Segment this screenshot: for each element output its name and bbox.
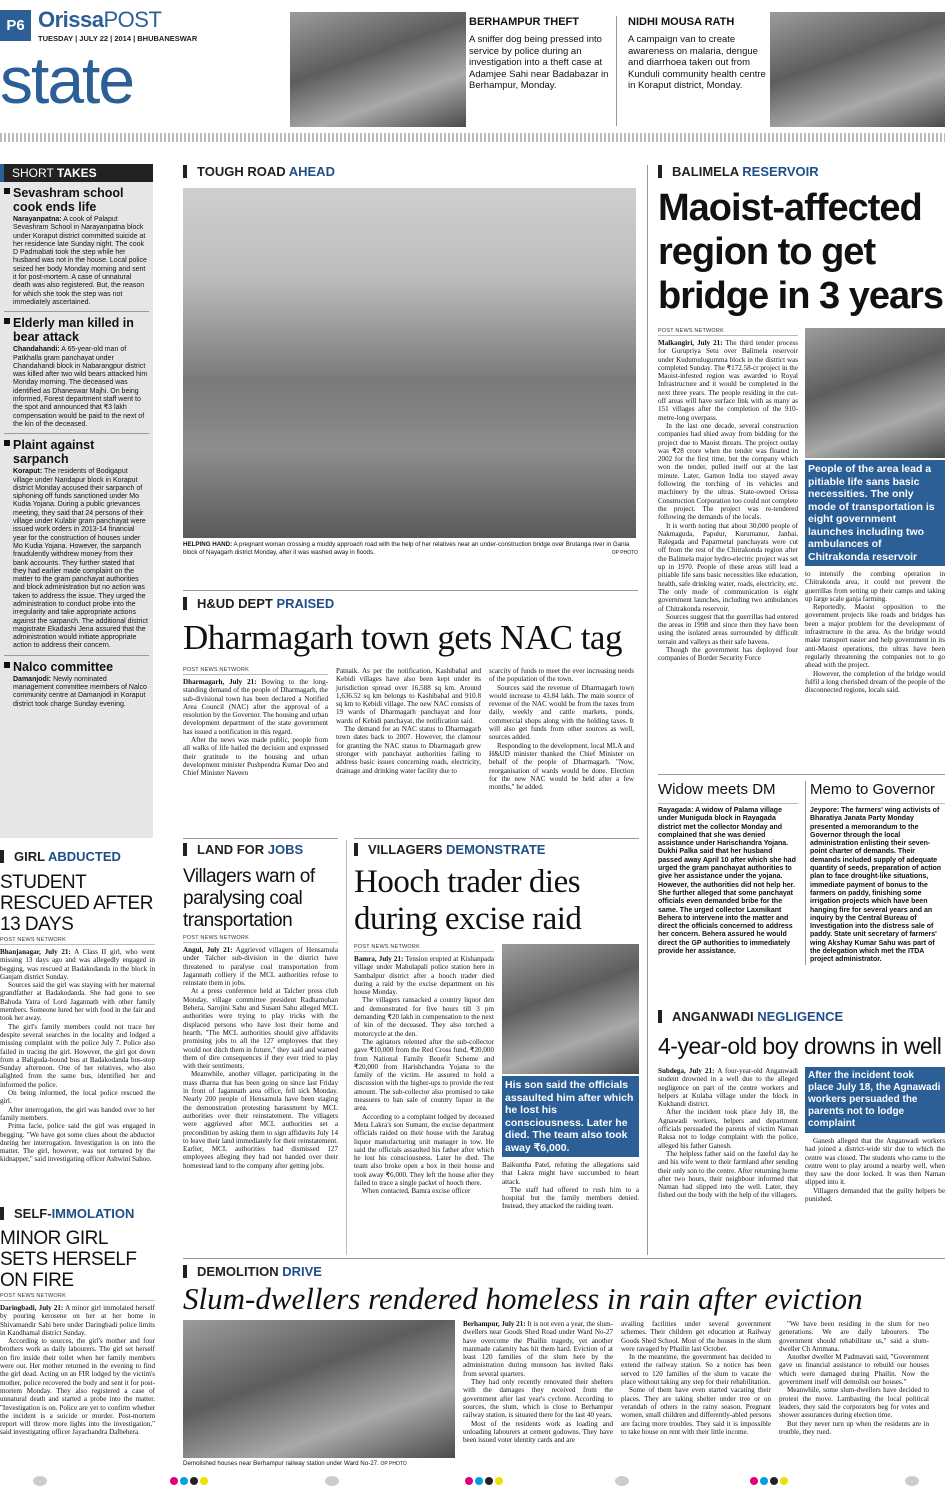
registration-marks [0, 1470, 945, 1491]
headline: Memo to Governor [810, 781, 936, 798]
teaser-theft: BERHAMPUR THEFT A sniffer dog being pressed into service by police during an investigation into a theft case at Adamjee Sahi near Badabazar in Berhampur, Monday. [469, 16, 609, 91]
kicker: TOUGH ROAD AHEAD [183, 165, 638, 178]
story-body-col2: to intensify the combing operation in Chitrakonda area, it could not prevent the guerrillas from setting up their camps and taking up large scale ganja farming. Reportedly, Maoist opposition to the government projects like roads and bridges has been a major problem for the development of infrastructure in the area. As the bridge would make transport easier and help government in its anti-Maoist operations, the ultras have been regularly threatening the companies not to go ahead with the project. However, the completion of the bridge would fulfil a long cherished dream of the people of the disconnected regions, locals said. [805, 570, 945, 695]
pull-quote: After the incident took place July 18, the Agnawadi workers persuaded the parents not to lodge complaint [805, 1067, 945, 1133]
short-take-body: Damanjodi: Newly nominated management committee members of Nalco community centre at Damanjodi in Koraput district took charge Sunday evening. [13, 675, 147, 708]
teaser-divider [616, 16, 617, 126]
story-slum [183, 1258, 945, 1467]
photo-demolished-houses [183, 1320, 455, 1458]
short-take-title: Elderly man killed in bear attack [4, 316, 149, 344]
headline: Widow meets DM [658, 781, 776, 798]
story-anganwadi [658, 1010, 945, 1255]
short-take-title: Sevashram school cook ends life [4, 186, 149, 214]
headline: Dharmagarh town gets NAC tag [183, 618, 622, 657]
masthead [0, 6, 290, 126]
story-tough-road [183, 165, 638, 575]
byline: POST NEWS NETWORK [183, 935, 338, 943]
story-body: Dharmagarh, July 21: Bowing to the long-standing demand of the people of Dharmagarh, the sub-divisional town has been declared a Notified Area Council (NAC) after the approval of a resolution by the Governor. The housing and urban development department of the state government has issued a notification in this regard. After the news was made public, people from all walks of life hailed the decision and expressed their gratitude to the housing and urban development minister Pushpendra Kumar Deo and Chief Minister Naveen [183, 678, 328, 778]
briefs-row [658, 774, 945, 999]
photo-caption: Demolished houses near Berhampur railway station under Ward No-27. OP PHOTO [183, 1460, 407, 1467]
story-body: Angul, July 21: Aggrieved villagers of Hensamula under Talcher sub-division in the district have threatened to paralyse coal transportation from Jagannath colliery if the MCL authorities refuse to reinstate them in jobs. At a press conference held at Talcher press club Monday, village committee president Radhamohan Behera, Sarojini Sahu and Susant Sahu alleged MCL authorities were trying to play tricks with the displaced persons who have lost their home and hearth. "The MCL authorities should give affidavits promising jobs to all the 127 employees that they would not ditch them in future," they said and warned them of dire consequences if they ever tried to play with their sentiments. Meanwhile, another villager, participating in the mass dharna that has been going on since last Friday in front of Jagannath area office, fell sick Monday. Nearly 200 people of Hensamula have been staging the demonstration protesting harassment by MCL authorities over their reinstatement. The villagers were aggrieved after MCL authorities set a precondition by asking them to sign affidavits July 14 to leave their land immediately for their reinstatement. Earlier, MCL authorities had dismissed 127 employees alleging they had not handed over their homestead land to the company after getting jobs. [183, 946, 338, 1170]
byline: POST NEWS NETWORK [0, 1293, 155, 1301]
story-coal [183, 838, 338, 1256]
kicker: DEMOLITION DRIVE [183, 1265, 945, 1278]
headline: Maoist-affected region to get bridge in 3 years [658, 187, 944, 317]
byline: POST NEWS NETWORK [354, 944, 494, 952]
section-title: state [0, 43, 134, 117]
story-body: Berhampur, July 21: It is not even a year, the slum-dwellers near Goods Shed Road under Ward No-27 have overcome the Phailin tragedy, yet another manmade calamity has hit them hard. Eviction of at least 120 families of the slum here by the administration during monsoon has invited flaks from several quarters. They had only recently renovated their shelters with the damages they received from the government after last year's cyclone. According to sources, the slum, which is close to Berhampur railway station, is situated there for the last 40 years. Most of the residents work as loading and unloading labourers at cement godowns. They have been issued voter identity cards and are [463, 1320, 613, 1445]
short-takes [0, 164, 153, 838]
masthead-rule [0, 133, 945, 142]
story-hooch [354, 838, 639, 1256]
teaser-photo-campaign [770, 12, 945, 127]
short-take-title: Nalco committee [4, 660, 149, 674]
story-body-col2: Ganesh alleged that the Anganwadi workers had joined a district-wide stir due to which the centre was closed. The students who came to the centre went to play around a nearby well, when they saw the door locked. It was then Naman slipped into it. Villagers demanded that the guilty helpers be punished. [805, 1137, 945, 1204]
page-number: P6 [0, 10, 31, 41]
story-body-col3: scarcity of funds to meet the ever increasing needs of the population of the town. Sources said the revenue of Dharmagarh town would increase to 43.84 lakh. The main source of revenue of the NAC would be from the taxes from daily, weekly and cattle markets, ponds, commercial shops along with the holding taxes. It will also get funds from other sources as well, sources added. Responding to the development, local MLA and H&UD minister thanked the Chief Minister on behalf of the people of Dharmagarh. "Now, reorganisation of wards would be done. Election for the new NAC would be held after a few months," he added. [489, 667, 634, 792]
kicker: ANGANWADI NEGLIGENCE [658, 1010, 945, 1023]
kicker: LAND FOR JOBS [183, 843, 338, 856]
teaser-photo-theft [290, 12, 466, 127]
date-line: TUESDAY | JULY 22 | 2014 | BHUBANESWAR [38, 34, 198, 43]
paper-logo: OrissaPOST [38, 7, 162, 32]
short-takes-kicker: SHORT TAKES [0, 164, 153, 182]
story-body-col3: "We have been residing in the slum for two generations. We are daily labourers. The government should rehabilitate us," said a slum-dweller Ch Ammana. Another dweller M Padmavati said, "Government gave us financial assistance to rebuild our houses which were damaged during Phailin. Now the government itself will demolish our houses." Meanwhile, some slum-dwellers have decided to protest the move. Lambasting the local political leaders, they said the corporators beg for votes and shower assurances during election time. But they never turn up when the residents are in trouble, they rued. [779, 1320, 929, 1436]
short-take-body: Koraput: The residents of Bodigaput village under Nandapur block in Koraput district Monday accused their sarpanch of siphoning off funds sanctioned under Mo Kudia Yojana. During a public grievances meeting, they said that 24 persons of their village under Kulabir gram panchayat were issued work orders in 2013-14 financial year for the construction of houses under Mo Kudia Yojana. However, the sarpanch fraudulently withdrew money from their bank accounts. They further stated that they had earlier made complaint on the matter to the gram panchayat authorities and block administration but no action was taken to address the issue. They urged the administration to conduct probe into the irregularity and take appropriate actions against the sarpanch. The additional district magistrate Ekadashi Jena assured that the administration would initiate appropriate action to address their concern. [13, 468, 148, 650]
byline: POST NEWS NETWORK [658, 328, 798, 336]
pull-quote: His son said the officials assaulted him after which he lost his consciousness. Later he died. The team also took away ₹6,000. [502, 1076, 639, 1157]
photo-caption: HELPING HAND: A pregnant woman crossing a muddy approach road with the help of her relatives near an under-construction bridge over Brutanga river in Gania block of Nayagarh district Monday, after it was washed away in floods. OP PHOTO [183, 541, 638, 556]
story-body-col2: Baikuntha Patel, refuting the allegations said that Lakra might have succumbed to heart attack. The staff had offered to rush him to a hospital but the family members denied. Instead, they attacked the raiding team. [502, 1161, 639, 1211]
story-body: Daringbadi, July 21: A minor girl immolated herself by pouring kerosene on her at her home in Shivamandir Sahi here under Daringbadi police limits in Kandhamal district Sunday. According to sources, the girl's mother and four brothers work as daily labourers. The girl set herself on fire inside their toilet when her family members were out. Her mother returned in the evening to find the girl dead. Acting on an FIR lodged by the victim's mother, police recovered the body and sent it for post-mortem Monday. They also registered a case of unnatural death and started a probe into the matter. "Investigation is on. Police are yet to confirm whether the incident is a suicide or murder. Post-mortem report will throw more lights into the investigation," said investigating officer Jayachandra Dalbehera. [0, 1304, 155, 1437]
headline: Hooch trader dies during excise raid [354, 864, 582, 937]
story-body-col2: availing facilities under several government schemes. Their children get education at Railway Goods Shed School. Most of the houses in the slum were ravaged by Phailin last October. In the meantime, the government has decided to extend the railway station. So a notice has been served to 120 families of the slum to vacate the place without taking any step for their rehabilitation. Some of them have even started vacating their places. They are taking shelter under tree or on verandah of others in the rainy season. Pregnant women, small children and differently-abled persons are facing more troubles. They said it is impossible to take house on rent with their little income. [621, 1320, 771, 1436]
teaser-nidhi: NIDHI MOUSA RATH A campaign van to create awareness on malaria, dengue and diarrhoea taken out from Kunduli community health centre in Koraput district, Monday. [628, 16, 766, 91]
brief-body: Rayagada: A widow of Palama village under Muniguda block in Rayagada district met the collector Monday and complained that she was denied assistance under Harischandra Yojana. Dukhi Palka said that her husband passed away April 10 after which she had urged the gram panchayat authorities to give her assistance under the yojana. However, the authorities did not help her. She further alleged that some panchayat officials even demanded bribe for the same. The urged collector Laxmikant Behera to intervene into the matter and direct the officials concerned to address her concern. Behera assured he would direct the GP authorities to immediately provide her assistance. [658, 807, 796, 956]
story-girl-abducted [0, 850, 155, 1200]
kicker: SELF-IMMOLATION [0, 1207, 155, 1220]
story-body: Bamra, July 21: Tension erupted at Kishanpada village under Mahulapali police station here in Sambalpur district after a hooch trader died during a raid by the excise department on his house Monday. The villagers ransacked a country liquor den and demonstrated for five hours till 3 pm demanding ₹20 lakh in compensation to the next of kin of the deceased. They also torched a motorcycle at the den. The agitators relented after the sub-collector gave ₹10,000 from the Red Cross fund, ₹20,000 from National Family Benefit Scheme and ₹20,000 from Harishchandra Yojana to the family of the victim. He assured to hold a discussion with the higher-ups to provide the rest amount. The sub-collector also promised to take measures to ban sale of country liquor in the area. According to a complaint lodged by deceased Meta Lakra's son Sumant, the excise department officials raided on their house with the Jarabag liquor manufacturing unit manager in tow. He said the officials assaulted his father after which he lost his consciousness. Later he died. The team also broke open a box in their house and took away ₹6,000. They left the house after they failed to trace a single packet of hooch there. When contacted, Bamra excise officer [354, 955, 495, 1196]
byline: POST NEWS NETWORK [183, 667, 328, 675]
photo-launch [805, 328, 945, 458]
column-rule [346, 840, 347, 1255]
short-take-body: Chandahandi: A 65-year-old man of Patkhalla gram panchayat under Chandahandi block in Nabarangpur district was killed after two wild bears attacked him Monday morning. The deceased was identified as Dhaneswar Majhi. On being informed, Forest department staff went to the spot and announced that ₹3 lakh compensation would be paid to the next of the kin of the deceased. [13, 346, 148, 428]
photo-liquor-den [502, 944, 639, 1074]
short-take-body: Narayanpatna: A cook of Palaput Sevashram School in Narayanpatna block under Koraput district committed suicide at her residence late Sunday night. The cook D Padmabati took the step while her husband was not in the house. Local police seized her body Monday morning and sent it for post-mortem. A case of unnatural death was also registered. But, the reason for which she took the step was not immediately ascertained. [13, 216, 147, 306]
column-rule [647, 165, 648, 1255]
headline: STUDENT RESCUED AFTER 13 DAYS [0, 872, 153, 935]
story-body-col2: Patnaik. As per the notification, Kashibahal and Kebidi villages have also been kept under its jurisdiction spread over 16,588 sq km. Around 1,636.52 sq km belongs to Kashibahal and 910.8 sq km to Kebidi village. The new NAC consists of 19 wards of Dharmagarh panchayat and four wards of Kebidi panchayat, the notification said. The demand for an NAC status to Dharmagarh town dates back to 2007. However, the clamour for granting the NAC status to Dharmagarh grew stronger with panchayat authorities failing to address basic issues concerning roads, electricity, drainage and drinking water facility due to [336, 667, 481, 775]
kicker: GIRL ABDUCTED [0, 850, 155, 863]
story-body: Bhanjanagar, July 21: A Class II girl, who went missing 13 days ago and was allegedly engaged in begging, was rescued at Badakodanda in the block in Ganjam district Sunday. Sources said the girl was staying with her maternal grandfather at Badakodanda. She had gone to see Bahuda Yatra of Lord Jagannath with other family members. Someone lured her with food in the fair and took her away. The girl's family members could not trace her despite several searches in the locality and lodged a missing complaint with the police July 7. Police also failed in tracing the girl. However, the girl got down from a Baliguda-bound bus at Badakodanda bus-stop Sunday afternoon. One of her relatives, who also alighted from the same bus, identified her and informed the police. On being informed, the local police rescued the girl. After interrogation, the girl was handed over to her family members. Prima facie, police said the girl was engaged in begging. "We have got some clues about the abductor during her interrogation. Investigation is on into the matter. The girl, however, was not tortured by the kidnapper," said investigating officer Ashwini Sahoo. [0, 948, 155, 1164]
headline: Slum-dwellers rendered homeless in rain after eviction [183, 1281, 863, 1316]
kicker: VILLAGERS DEMONSTRATE [354, 843, 639, 856]
photo-muddy-road [183, 188, 636, 538]
story-nac [183, 590, 638, 830]
headline: MINOR GIRL SETS HERSELF ON FIRE [0, 1228, 137, 1291]
short-take-title: Plaint against sarpanch [4, 438, 149, 466]
story-body: Malkangiri, July 21: The third tender process for Gurupriya Setu over Balimela reservoir under Kudumulugumma block in the district was completed Sunday. The ₹172.58-cr project in the Maoist-infested region was awarded to Royal Infrastructure and it would be completed in the next three years. The people residing in the cut-off areas will have surface link with as many as 151 villages after the completion of the 910-metre-long overpass. In the last one decade, several construction companies had shied away from bidding for the project due to Maoist threats. The project outlay was ₹28 crore when the tender was floated in 2002 for the first time, but the company which won the tender, pulled itself out at the last minute. Later, Gamon India too stayed away following the torching of its vehicles and machinery by the ultras. State-owned Orissa Construction Corporation too could not complete the project. The project was re-tendered following the demands of the locals. It is worth noting that about 30,000 people of Nakmaguda, Papulur, Kurumanur, Janbai, Ralegada and Paparmetal panchayats were cut off from the rest of the Chitrakonda region after the Balimela major hydro-electric project was set up in 1970. People of these areas still lead a pitiable life sans basic necessities like education, health, safe drinking water, roads, electricity, etc. The only mode of communication is eight government launches, including two ambulances of Chitrakonda reservoir. Sources suggest that the guerrillas had entered the areas in 1998 and since then they have been using the isolated areas surrounded by difficult terrain and valleys as their safe havens. Though the government has deployed four companies of Border Security Force [658, 339, 799, 663]
story-body: Subdega, July 21: A four-year-old Anganwadi student drowned in a well due to the alleged negligence on part of the centre workers and helpers at Kulaba village under the block in Kukhandi district. After the incident took place July 18, the Agnawadi workers, helpers and department officials persuaded the parents of victim Naman Raksa not to lodge complaint with the police, alleged his father Ganesh. The helpless father said on the fateful day he and his wife went to their farmland after sending their only son to the centre. After returning home after two hours, their neighbour informed that Naman had slipped into the well. Later, they fished out the body with the help of the villagers. [658, 1067, 798, 1200]
pull-quote: People of the area lead a pitiable life sans basic necessities. The only mode of transportation is eight government launches including two ambulances of Chitrakonda reservoir [805, 460, 945, 566]
headline: 4-year-old boy drowns in well [658, 1033, 942, 1059]
byline: POST NEWS NETWORK [0, 937, 155, 945]
story-maoist [658, 165, 945, 787]
kicker: BALIMELA RESERVOIR [658, 165, 945, 178]
brief-widow [658, 781, 798, 965]
headline: Villagers warn of paralysing coal transportation [183, 866, 315, 931]
story-self-immolation [0, 1207, 155, 1482]
brief-memo [805, 781, 945, 965]
kicker: H&UD DEPT PRAISED [183, 597, 638, 610]
brief-body: Jeypore: The farmers' wing activists of Bharatiya Janata Party Monday presented a memorandum to the Governor through the local administration enlisting their seven-point charter of demands. Their demands included supply of adequate quantity of seeds, preparation of action plan to face drought-like situations, immediate payment of bonus to the farmers on paddy, finishing some irrigation projects which have been hanging fire for several years and an inquiry by the Central Bureau of Investigation into the distress sale of paddy. State unit secretary of farmers' wing Akshay Kumar Sahu was part of the delegation which met the ITDA project administrator. [810, 807, 942, 964]
